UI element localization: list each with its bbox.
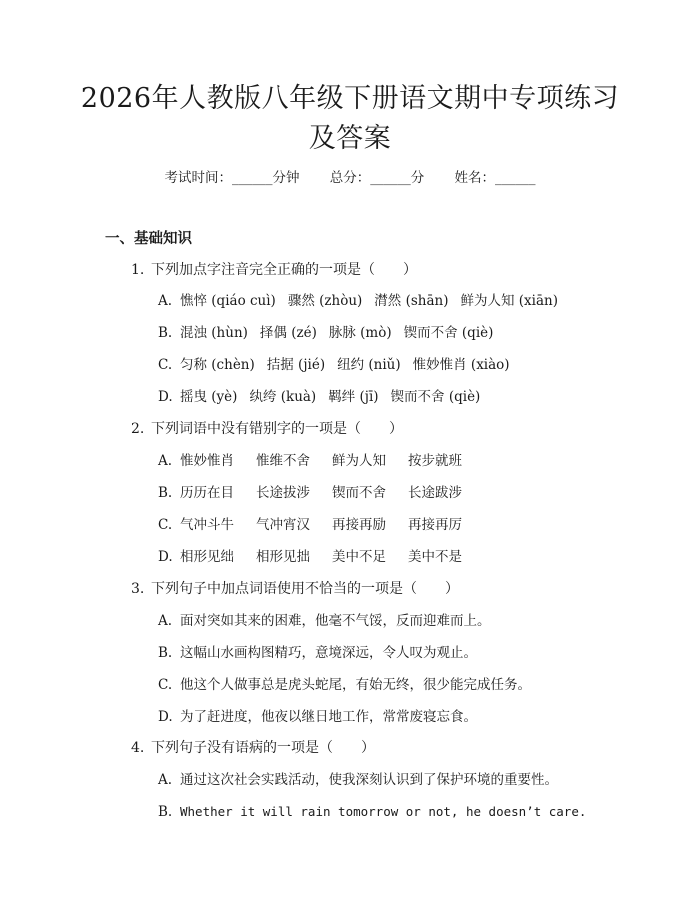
option-word: 憔悴 (qiáo cuì) xyxy=(180,293,276,309)
question-4 xyxy=(131,738,375,758)
option-word: 择偶 (zé) xyxy=(259,325,317,341)
option-word: 纽约 (niǔ) xyxy=(337,357,401,373)
option-word: 长途拔涉 xyxy=(256,485,310,501)
question-number: 1. xyxy=(131,262,145,278)
option-text: 面对突如其来的困难，他毫不气馁，反而迎难而上。 xyxy=(180,613,491,629)
option-word: 美中不足 xyxy=(332,549,386,565)
q2-option-c xyxy=(158,515,484,535)
q4-option-b xyxy=(158,802,586,822)
option-word: 摇曳 (yè) xyxy=(180,389,238,405)
q2-option-b xyxy=(158,483,484,503)
option-word: 匀称 (chèn) xyxy=(180,357,255,373)
option-letter: A. xyxy=(158,293,173,309)
option-letter: A. xyxy=(158,613,173,629)
option-letter: C. xyxy=(158,517,173,533)
option-text: 通过这次社会实践活动，使我深刻认识到了保护环境的重要性。 xyxy=(180,772,558,788)
document-title-line-2: 及答案 xyxy=(308,123,392,154)
question-1 xyxy=(131,260,417,280)
q3-option-d xyxy=(158,707,477,727)
total-score-unit: 分 xyxy=(410,170,425,186)
option-letter: A. xyxy=(158,453,173,469)
option-word: 美中不是 xyxy=(408,549,462,565)
total-score-label: 总分： xyxy=(329,170,371,186)
q1-option-c xyxy=(158,355,522,375)
option-word: 骤然 (zhòu) xyxy=(287,293,363,309)
q4-option-a xyxy=(158,770,558,790)
question-number: 2. xyxy=(131,421,145,437)
option-word: 气冲斗牛 xyxy=(180,517,234,533)
option-letter: C. xyxy=(158,677,173,693)
option-word: 惟妙惟肖 (xiào) xyxy=(412,357,510,373)
q3-option-c xyxy=(158,675,531,695)
option-word: 再接再厉 xyxy=(408,517,462,533)
option-word: 鲜为人知 xyxy=(332,453,386,469)
exam-time-unit: 分钟 xyxy=(272,170,300,186)
q3-option-b xyxy=(158,643,477,663)
exam-meta xyxy=(0,168,700,188)
question-stem: 下列句子中加点词语使用不恰当的一项是（ ） xyxy=(151,581,459,597)
q1-option-a xyxy=(158,291,570,311)
option-word: 历历在目 xyxy=(180,485,234,501)
question-number: 3. xyxy=(131,581,145,597)
option-word: 锲而不舍 (qiè) xyxy=(403,325,494,341)
total-score-blank: ______ xyxy=(370,170,411,186)
option-letter: C. xyxy=(158,357,173,373)
exam-time-blank: ______ xyxy=(231,170,273,186)
student-name-blank: ______ xyxy=(495,170,536,186)
option-word: 再接再励 xyxy=(332,517,386,533)
option-letter: D. xyxy=(158,709,173,725)
option-word: 脉脉 (mò) xyxy=(328,325,392,341)
student-name-label: 姓名： xyxy=(454,170,496,186)
q3-option-a xyxy=(158,611,491,631)
question-stem: 下列加点字注音完全正确的一项是（ ） xyxy=(151,262,417,278)
q2-option-a xyxy=(158,451,484,471)
option-text: 他这个人做事总是虎头蛇尾，有始无终，很少能完成任务。 xyxy=(180,677,531,693)
option-word: 锲而不舍 xyxy=(332,485,386,501)
q1-option-b xyxy=(158,323,505,343)
option-letter: B. xyxy=(158,645,173,661)
section-title: 一、基础知识 xyxy=(105,231,192,247)
option-word: 纨绔 (kuà) xyxy=(249,389,317,405)
option-letter: B. xyxy=(158,485,173,501)
option-word: 锲而不舍 (qiè) xyxy=(390,389,481,405)
option-text: Whether it will rain tomorrow or not, he doesn’t care. xyxy=(180,804,587,819)
option-letter: B. xyxy=(158,325,173,341)
option-word: 羁绊 (jī) xyxy=(328,389,379,405)
option-word: 按步就班 xyxy=(408,453,462,469)
q2-option-d xyxy=(158,547,484,567)
option-letter: D. xyxy=(158,389,173,405)
option-word: 相形见绌 xyxy=(180,549,234,565)
option-word: 长途跋涉 xyxy=(408,485,462,501)
option-word: 气冲宵汉 xyxy=(256,517,310,533)
document-title-line-1: 2026年人教版八年级下册语文期中专项练习 xyxy=(80,83,620,114)
total-score xyxy=(330,168,425,188)
option-text: 这幅山水画构图精巧，意境深远，令人叹为观止。 xyxy=(180,645,477,661)
exam-time xyxy=(164,168,299,188)
option-word: 混浊 (hùn) xyxy=(180,325,248,341)
option-letter: D. xyxy=(158,549,173,565)
option-word: 相形见拙 xyxy=(256,549,310,565)
option-word: 惟维不舍 xyxy=(256,453,310,469)
option-word: 鲜为人知 (xiān) xyxy=(460,293,558,309)
q1-option-d xyxy=(158,387,492,407)
question-stem: 下列词语中没有错别字的一项是（ ） xyxy=(151,421,403,437)
option-word: 拮据 (jié) xyxy=(266,357,326,373)
question-number: 4. xyxy=(131,740,145,756)
option-letter: A. xyxy=(158,772,173,788)
student-name xyxy=(455,168,536,188)
question-stem: 下列句子没有语病的一项是（ ） xyxy=(151,740,375,756)
option-letter: B. xyxy=(158,804,173,820)
question-2 xyxy=(131,419,403,439)
option-word: 惟妙惟肖 xyxy=(180,453,234,469)
question-3 xyxy=(131,579,459,599)
option-word: 潸然 (shān) xyxy=(374,293,449,309)
option-text: 为了赶进度，他夜以继日地工作，常常废寝忘食。 xyxy=(180,709,477,725)
exam-time-label: 考试时间： xyxy=(164,170,232,186)
